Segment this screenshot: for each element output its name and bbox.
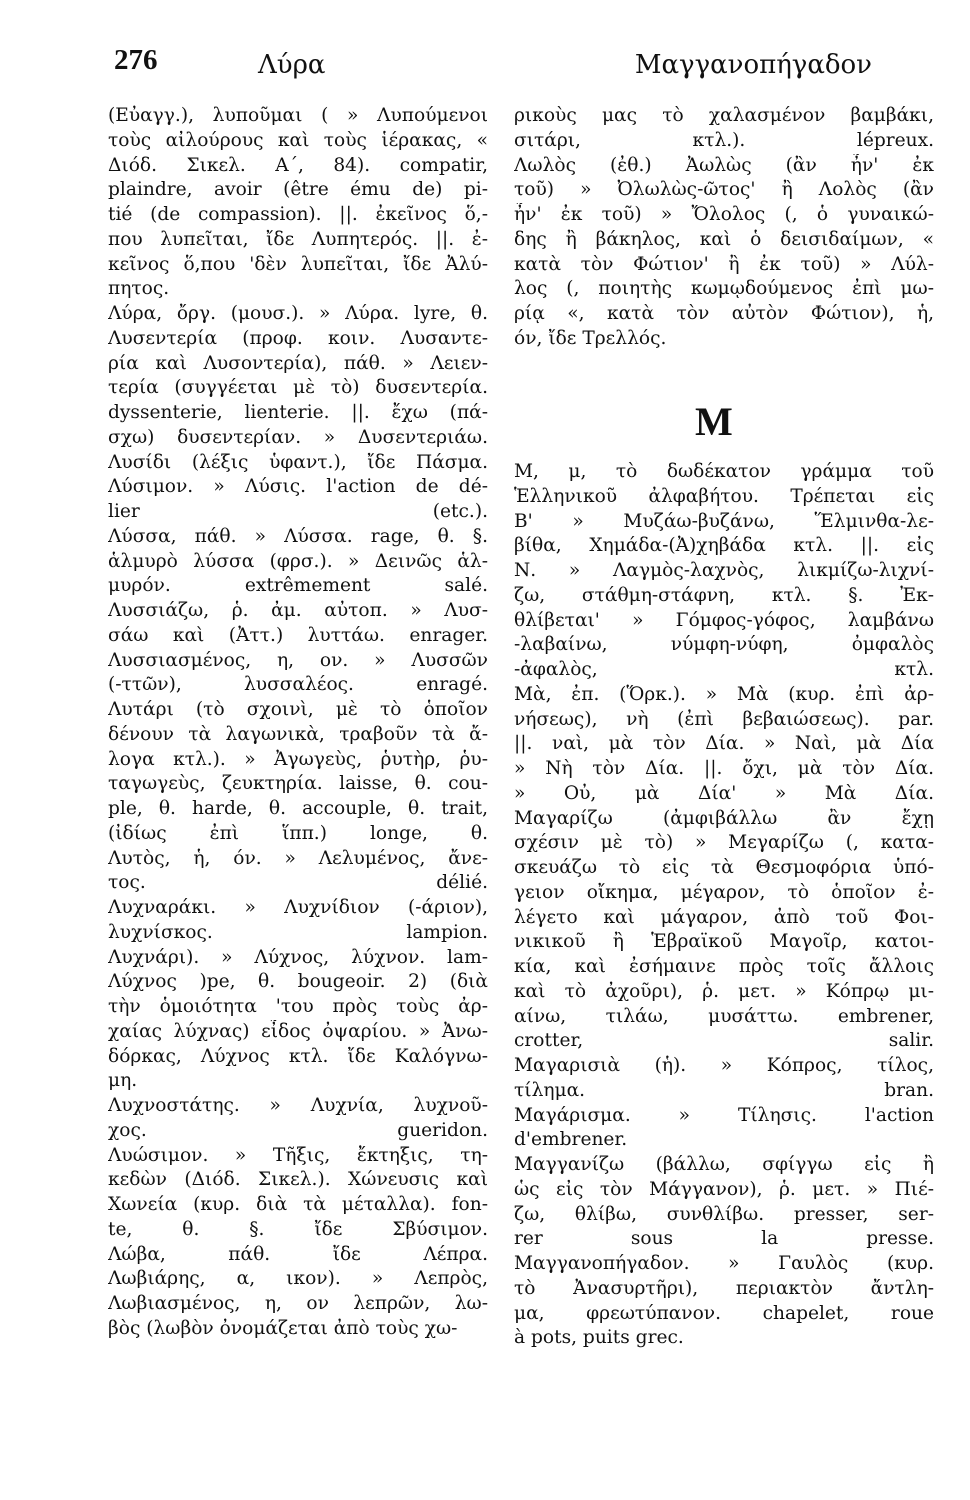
text-line: χαίας λύχνας) εἶδος ὀψαρίου. » Ἀνω-	[108, 1020, 488, 1042]
text-line: δένουν τὰ λαγωνικὰ, τραβοῦν τὰ ἄ-	[108, 723, 488, 745]
running-head-right: Μαγγανοπήγαδον	[634, 50, 872, 80]
text-line: ||. ναὶ, μὰ τὸν Δία. » Ναὶ, μὰ Δία	[514, 733, 934, 755]
text-line: λος (, ποιητὴς κωμῳδούμενος ἐπὶ μω-	[514, 278, 934, 300]
text-line: βίθα, Χημάδα-(Ἀ)χηβάδα κτλ. ||. εἰς	[514, 535, 934, 557]
text-line: Ἑλληνικοῦ ἀλφαβήτου. Τρέπεται εἰς	[514, 485, 934, 507]
text-line: τος. délié.	[108, 872, 488, 894]
text-line: Λώβα, πάθ. ἴδε Λέπρα.	[108, 1243, 488, 1265]
text-line: γειον οἴκημα, μέγαρον, τὸ ὁποῖον ἐ-	[514, 881, 934, 903]
text-line: Διόδ. Σικελ. Α΄, 84). compatir,	[108, 154, 488, 176]
text-line: d'embrener.	[514, 1129, 628, 1151]
text-line: Β' » Μυζάω-βυζάνω, Ἕλμινθα-λε-	[514, 510, 934, 532]
text-line: » Οὐ, μὰ Δία' » Μὰ Δία.	[514, 782, 934, 804]
text-line: κία, καὶ ἐσήμαινε πρὸς τοῖς ἄλλοις	[514, 956, 934, 977]
text-line: ἁλμυρὸ λύσσα (φρσ.). » Δεινῶς ἁλ-	[108, 550, 488, 572]
text-line: νήσεως), νὴ (ἐπὶ βεβαιώσεως). par.	[514, 708, 934, 730]
text-line: ἦν' ἐκ τοῦ) » Ὄλολος (, ὁ γυναικώ-	[514, 204, 934, 225]
text-line: μα, φρεωτύπανον. chapelet, roue	[514, 1302, 934, 1324]
text-line: à pots, puits grec.	[514, 1327, 684, 1349]
text-line: Χωνεία (κυρ. διὰ τὰ μέταλλα). fon-	[108, 1194, 488, 1215]
text-line: καὶ τὸ ἀχοῦρι), ῥ. μετ. » Κόπρῳ μι-	[514, 980, 934, 1002]
text-line: plaindre, avoir (être ému de) pi-	[108, 179, 488, 201]
text-line: κεδὼν (Διόδ. Σικελ.). Χώνευσις καὶ	[108, 1169, 488, 1191]
text-line: Λυσσιασμένος, η, ον. » Λυσσῶν	[108, 649, 488, 671]
text-line: τοὺς αἰλούρους καὶ τοὺς ἱέρακας, «	[108, 129, 488, 151]
text-line: σιτάρι, κτλ.). lépreux.	[514, 129, 934, 151]
text-line: τὸ Ἀνασυρτῆρι), περιακτὸν ἄντλη-	[514, 1277, 934, 1299]
text-line: σχέσιν μὲ τὸ) » Μεγαρίζω (, κατα-	[514, 832, 934, 854]
text-line: θλίβεται' » Γόμφος-γόφος, λαμβάνω	[514, 609, 934, 631]
text-line: Λυσίδι (λέξις ὑφαντ.), ἴδε Πάσμα.	[108, 451, 488, 473]
text-line: τοῦ) » Ὀλωλὼς-ῶτος' ἢ Λολὸς (ἂν	[514, 179, 934, 201]
page-number: 276	[114, 44, 158, 76]
text-line: (ἰδίως ἐπὶ ἵππ.) longe, θ.	[108, 822, 488, 844]
text-line: Λυτὸς, ἡ, όν. » Λελυμένος, ἄνε-	[108, 847, 488, 869]
text-line: Μαγγανοπήγαδον. » Γαυλὸς (κυρ.	[514, 1253, 934, 1274]
text-line: μη.	[108, 1070, 138, 1092]
text-line: που λυπεῖται, ἴδε Λυπητερός. ||. ἐ-	[108, 228, 488, 250]
text-line: ρίᾳ «, κατὰ τὸν αὐτὸν Φώτιον), ἡ,	[514, 303, 934, 324]
text-line: ταγωγεὺς, ζευκτηρία. laisse, θ. cou-	[108, 773, 488, 795]
text-line: σχω) δυσεντερίαν. » Δυσεντεριάω.	[108, 426, 488, 448]
text-line: ζω, θλίβω, συνθλίβω. presser, ser-	[514, 1203, 934, 1225]
text-line: αίνω, τιλάω, μυσάττω. embrener,	[514, 1005, 934, 1027]
text-line: ὡς εἰς τὸν Μάγγανον), ῥ. μετ. » Πιέ-	[514, 1178, 934, 1200]
text-line: δης ἢ βάκηλος, καὶ ὁ δεισιδαίμων, «	[514, 228, 934, 250]
text-line: πητος.	[108, 278, 170, 300]
text-line: τὴν ὁμοιότητα 'του πρὸς τοὺς ἀρ-	[108, 996, 488, 1017]
running-head-left: Λύρα	[258, 50, 326, 80]
text-line: λογα κτλ.). » Ἀγωγεὺς, ῥυτὴρ, ῥυ-	[108, 748, 488, 770]
text-line: δόρκας, Λύχνος κτλ. ἴδε Καλόγνω-	[108, 1045, 488, 1067]
text-line: Μαγγανίζω (βάλλω, σφίγγω εἰς ἢ	[514, 1154, 934, 1175]
right-column-top	[514, 104, 934, 352]
text-line: μυρόν. extrêmement salé.	[108, 575, 488, 597]
text-line: Λυσσιάζω, ῥ. ἀμ. αὐτοπ. » Λυσ-	[108, 600, 488, 621]
text-line: χος. gueridon.	[108, 1119, 488, 1141]
text-line: dyssenterie, lienterie. ||. ἔχω (πά-	[108, 402, 488, 423]
text-line: όν, ἴδε Τρελλός.	[514, 327, 667, 349]
text-line: λυχνίσκος. lampion.	[108, 921, 488, 943]
text-line: Λυχνοστάτης. » Λυχνία, λυχνοῦ-	[108, 1095, 488, 1116]
text-line: Λωβιάρης, α, ικον). » Λεπρὸς,	[108, 1268, 488, 1290]
text-line: Μὰ, ἐπ. (Ὅρκ.). » Μὰ (κυρ. ἐπὶ ἀρ-	[514, 683, 934, 705]
text-line: ple, θ. harde, θ. accouple, θ. trait,	[108, 798, 488, 819]
text-line: σκευάζω τὸ εἰς τὰ Θεσμοφόρια ὑπό-	[514, 857, 934, 878]
text-line: Λυχνάρι). » Λύχνος, λύχνον. lam-	[108, 946, 488, 968]
text-line: (Εὐαγγ.), λυποῦμαι ( » Λυπούμενοι	[108, 105, 488, 126]
text-line: Μαγαρίζω (ἀμφιβάλλω ἂν ἔχῃ	[514, 807, 934, 829]
text-line: κατὰ τὸν Φώτιον' ἢ ἐκ τοῦ) » Λύλ-	[514, 253, 934, 275]
text-line: Ν. » Λαγμὸς-λαχνὸς, λικμίζω-λιχνί-	[514, 560, 934, 581]
text-line: rer sous la presse.	[514, 1228, 934, 1250]
text-line: Λυώσιμον. » Τῆξις, ἔκτηξις, τη-	[108, 1144, 488, 1166]
text-line: Μαγάρισμα. » Τίλησις. l'action	[514, 1104, 934, 1126]
text-line: lier (etc.).	[108, 501, 488, 522]
text-line: ζω, στάθμη-στάφνη, κτλ. §. Ἐκ-	[514, 584, 934, 606]
text-line: λέγετο καὶ μάγαρον, ἀπὸ τοῦ Φοι-	[514, 906, 934, 928]
text-line: » Νὴ τὸν Δία. ||. ὄχι, μὰ τὸν Δία.	[514, 758, 934, 779]
text-line: Λύρα, ὄργ. (μουσ.). » Λύρα. lyre, θ.	[108, 303, 488, 324]
text-line: Λυσεντερία (προφ. κοιν. Λυσαντε-	[108, 327, 488, 349]
text-line: -ἀφαλὸς, κτλ.	[514, 659, 934, 680]
text-line: Λυτάρι (τὸ σχοινὶ, μὲ τὸ ὁποῖον	[108, 699, 488, 720]
text-line: Λωλὸς (ἐθ.) Ἀωλὼς (ἂν ἦν' ἐκ	[514, 154, 934, 176]
left-column	[108, 104, 488, 1342]
text-line: βὸς (λωβὸν ὀνομάζεται ἀπὸ τοὺς χω-	[108, 1317, 458, 1339]
text-line: crotter, salir.	[514, 1030, 934, 1052]
text-line: Λύχνος )pe, θ. bougeoir. 2) (διὰ	[108, 971, 488, 993]
text-line: Μ, μ, τὸ δωδέκατον γράμμα τοῦ	[514, 461, 934, 482]
text-line: τίλημα. bran.	[514, 1079, 934, 1101]
text-line: Λωβιασμένος, η, ον λεπρῶν, λω-	[108, 1293, 488, 1314]
text-line: ρία καὶ Λυσοντερία), πάθ. » Λειεν-	[108, 352, 488, 374]
right-column-bottom	[514, 460, 934, 1351]
text-line: -λαβαίνω, νύμφη-νύφη, ὀμφαλὸς	[514, 634, 934, 656]
text-line: Λυχναράκι. » Λυχνίδιον (-άριον),	[108, 897, 488, 918]
text-line: tié (de compassion). ||. ἐκεῖνος ὅ,-	[108, 204, 488, 225]
text-line: τερία (συγγέεται μὲ τὸ) δυσεντερία.	[108, 377, 488, 399]
section-letter: M	[695, 399, 735, 444]
text-line: νικικοῦ ἢ Ἑβραϊκοῦ Μαγοῖρ, κατοι-	[514, 931, 934, 953]
text-line: (-ττῶν), λυσσαλέος. enragé.	[108, 674, 488, 696]
text-line: te, θ. §. ἴδε Σβύσιμον.	[108, 1218, 488, 1240]
text-line: κεῖνος ὅ,που 'δὲν λυπεῖται, ἴδε Ἀλύ-	[108, 253, 488, 275]
text-line: Λύσσα, πάθ. » Λύσσα. rage, θ. §.	[108, 525, 488, 547]
text-line: Μαγαρισιὰ (ἡ). » Κόπρος, τίλος,	[514, 1055, 934, 1076]
text-line: Λύσιμον. » Λύσις. l'action de dé-	[108, 476, 488, 498]
text-line: σάω καὶ (Ἀττ.) λυττάω. enrager.	[108, 624, 488, 646]
text-line: ρικοὺς μας τὸ χαλασμένον βαμβάκι,	[514, 105, 934, 126]
